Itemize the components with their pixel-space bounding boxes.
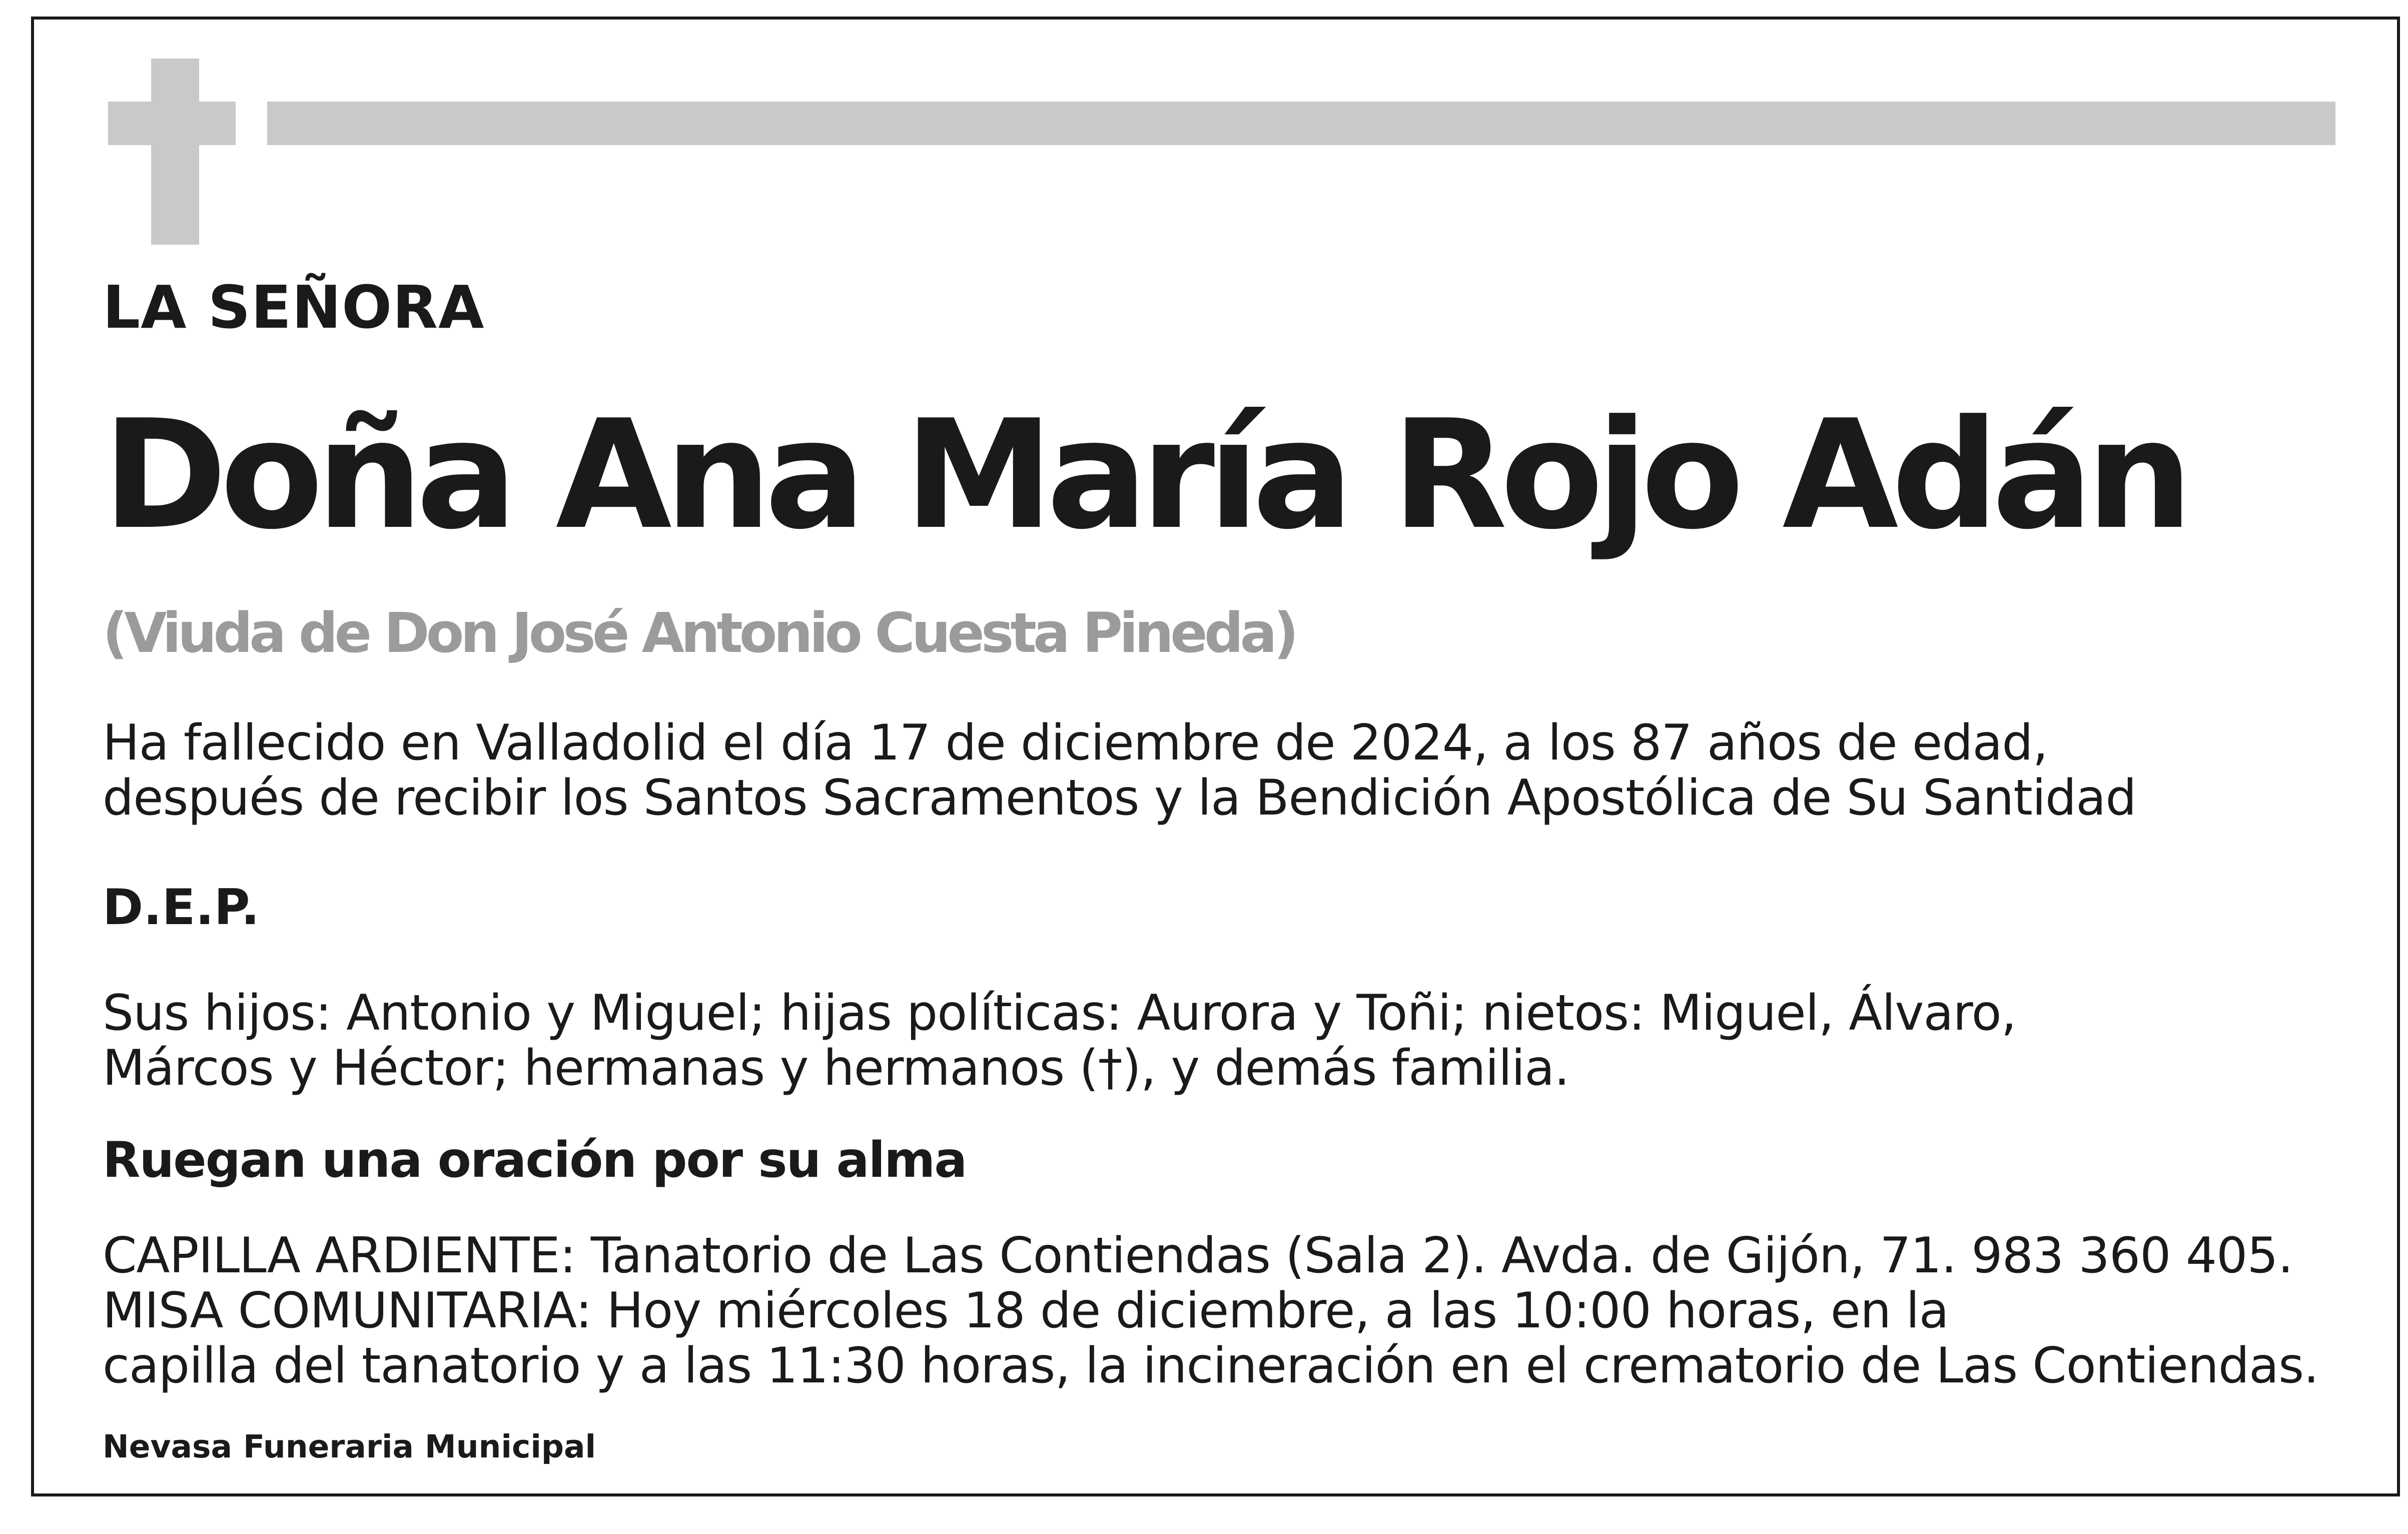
rest-in-peace: D.E.P. [103,879,260,936]
funeral-home-name: Nevasa Funeraria Municipal [103,1428,596,1465]
family-list-line: Sus hijos: Antonio y Miguel; hijas políticas: Aurora y Toñi; nietos: Miguel, Álvaro, [103,985,2016,1042]
honorific: LA SEÑORA [103,273,485,342]
death-announcement-line: después de recibir los Santos Sacramentos y la Bendición Apostólica de Su Santidad [103,770,2136,827]
family-list-line: Márcos y Héctor; hermanas y hermanos (†), y demás familia. [103,1040,1569,1097]
widow-of-subtitle: (Viuda de Don José Antonio Cuesta Pineda) [103,601,1295,665]
arrangements-line: capilla del tanatorio y a las 11:30 horas, la incineración en el crematorio de Las Contiendas. [103,1337,2319,1394]
funeral-arrangements [103,1228,2318,1393]
arrangements-line: CAPILLA ARDIENTE: Tanatorio de Las Contiendas (Sala 2). Avda. de Gijón, 71. 983 360 405. [103,1227,2293,1284]
family-list [103,986,2016,1096]
prayer-request: Ruegan una oración por su alma [103,1132,967,1189]
death-announcement [103,715,2136,826]
cross-vertical-beam [151,59,199,245]
header-rule [267,102,2335,145]
arrangements-line: MISA COMUNITARIA: Hoy miércoles 18 de diciembre, a las 10:00 horas, en la [103,1282,1949,1339]
death-announcement-line: Ha fallecido en Valladolid el día 17 de diciembre de 2024, a los 87 años de edad, [103,714,2048,772]
deceased-name: Doña Ana María Rojo Adán [103,388,2186,562]
cross-horizontal-beam [108,102,236,145]
